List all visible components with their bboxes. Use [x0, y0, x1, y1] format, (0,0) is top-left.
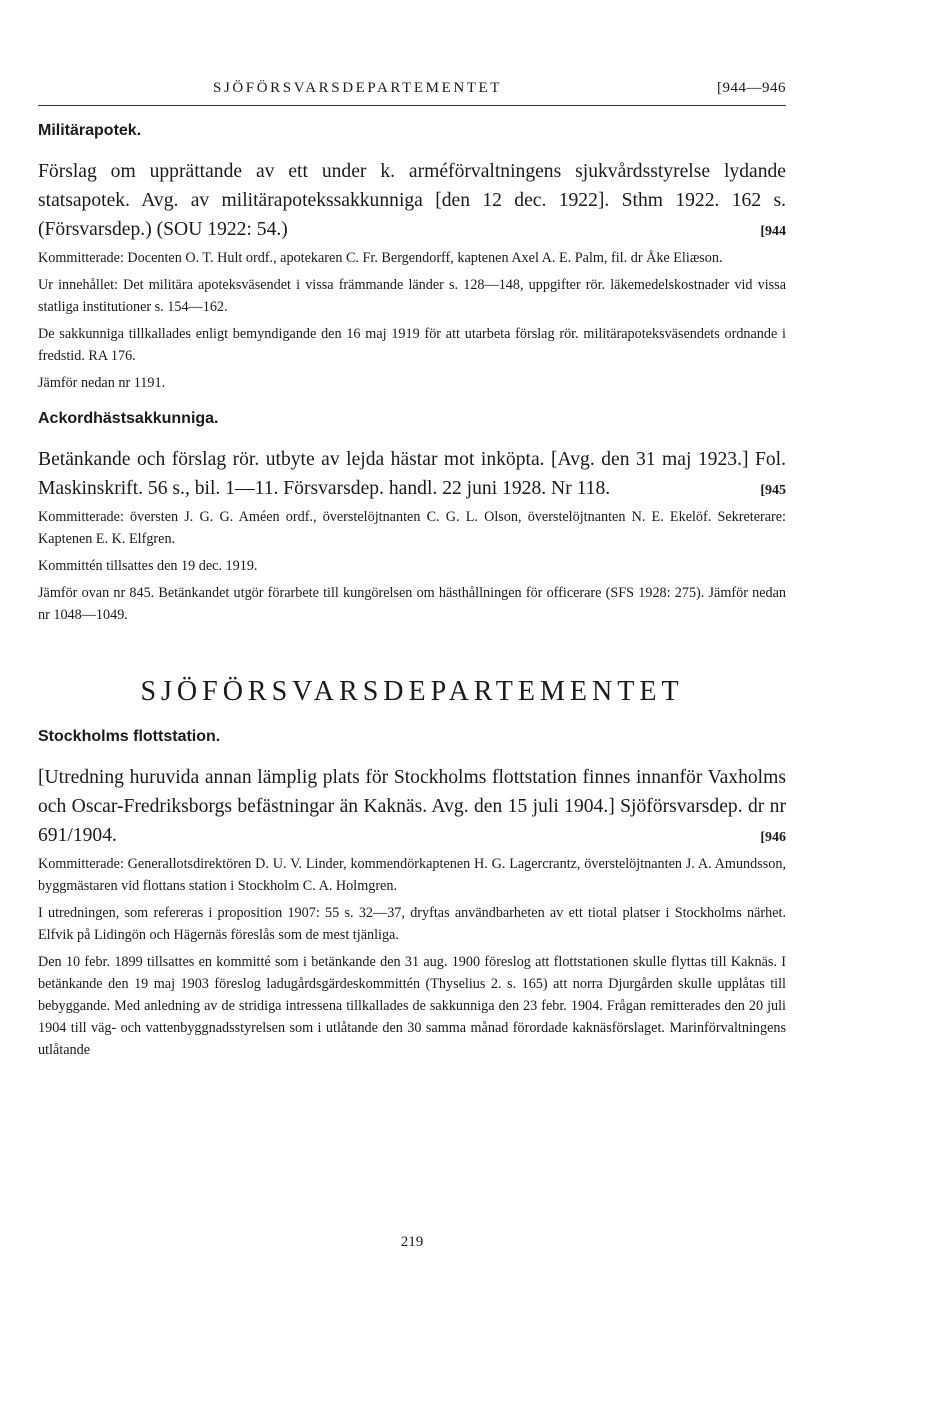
entry-946-summary: I utredningen, som refereras i proposition 1907: 55 s. 32—37, dryftas användbarheten av ett tiotal platser i Stockholms närhet. Elfvik på Lidingön och Hägernäs föreslås som de mest tjänliga. [38, 905, 786, 943]
entry-944-contents: Ur innehållet: Det militära apoteksväsendet i vissa främmande länder s. 128—148, uppgifter rör. läkemedelskostnader vid vissa statliga institutioner s. 154—162. [38, 277, 786, 315]
entry-944-reference: Jämför nedan nr 1191. [38, 375, 166, 391]
entry-944-number: [944 [760, 224, 786, 239]
section-heading-militarapotek: Militärapotek. [38, 122, 142, 139]
department-heading: SJÖFÖRSVARSDEPARTEMENTET [140, 676, 684, 707]
page-number: 219 [400, 1234, 424, 1250]
header-rule [38, 105, 786, 106]
running-header-range: [944—946 [717, 80, 786, 96]
entry-946-number: [946 [760, 830, 786, 845]
entry-944-text: Förslag om upprättande av ett under k. arméförvaltningens sjukvårdsstyrelse lydande statsapotek. Avg. av militärapotekssakkunniga [den 12 dec. 1922]. Sthm 1922. 162 s. (Försvarsdep.) (SOU 1922: 54.) [38, 161, 786, 240]
entry-945-title [38, 445, 786, 503]
document-page [38, 0, 786, 1413]
running-header [38, 80, 786, 102]
entry-944-title [38, 157, 786, 244]
section-heading-ackordhastsakkunniga: Ackordhästsakkunniga. [38, 410, 219, 427]
entry-946-text: [Utredning huruvida annan lämplig plats för Stockholms flottstation finnes innanför Vaxholms och Oscar-Fredriksborgs befästningar än Kaknäs. Avg. den 15 juli 1904.] Sjöförsvarsdep. dr nr 691/1904. [38, 767, 786, 846]
entry-945-number: [945 [760, 483, 786, 498]
entry-944-committee: Kommitterade: Docenten O. T. Hult ordf., apotekaren C. Fr. Bergendorff, kaptenen Axel A. E. Palm, fil. dr Åke Eliæson. [38, 250, 723, 266]
entry-944-background: De sakkunniga tillkallades enligt bemyndigande den 16 maj 1919 för att utarbeta förslag rör. militärapoteksväsendets ordnande i fredstid. RA 176. [38, 326, 786, 364]
entry-945-committee: Kommitterade: översten J. G. G. Améen ordf., överstelöjtnanten C. G. L. Olson, överstelöjtnanten N. E. Ekelöf. Sekreterare: Kaptenen E. K. Elfgren. [38, 509, 786, 547]
section-heading-stockholms-flottstation: Stockholms flottstation. [38, 728, 221, 745]
entry-946-title [38, 763, 786, 850]
entry-946-history: Den 10 febr. 1899 tillsattes en kommitté som i betänkande den 31 aug. 1900 föreslog att flottstationen skulle flyttas till Kaknäs. I betänkande den 19 maj 1903 föreslog ladugårdsgärdeskommittén (Thyselius 2. s. 165) att norra Djurgården skulle upplåtas till bebyggande. Med anledning av de stridiga intressena tillkallades de sakkunniga den 23 febr. 1904. Frågan remitterades den 20 juli 1904 till väg- och vattenbyggnadsstyrelsen som i utlåtande den 30 samma månad förordade kaknäsförslaget. Marinförvaltningens utlåtande [38, 954, 786, 1058]
entry-946-committee: Kommitterade: Generallotsdirektören D. U. V. Linder, kommendörkaptenen H. G. Lagercrantz, överstelöjtnanten J. A. Amundsson, byggmästaren vid flottans station i Stockholm C. A. Holmgren. [38, 856, 786, 894]
running-header-title: SJÖFÖRSVARSDEPARTEMENTET [213, 80, 503, 96]
entry-945-text: Betänkande och förslag rör. utbyte av lejda hästar mot inköpta. [Avg. den 31 maj 1923.] Fol. Maskinskrift. 56 s., bil. 1—11. Försvarsdep. handl. 22 juni 1928. Nr 118. [38, 449, 786, 499]
page-content [38, 122, 786, 1066]
entry-945-reference: Jämför ovan nr 845. Betänkandet utgör förarbete till kungörelsen om hästhållningen för officerare (SFS 1928: 275). Jämför nedan nr 1048—1049. [38, 585, 786, 623]
entry-945-appointed: Kommittén tillsattes den 19 dec. 1919. [38, 558, 258, 574]
